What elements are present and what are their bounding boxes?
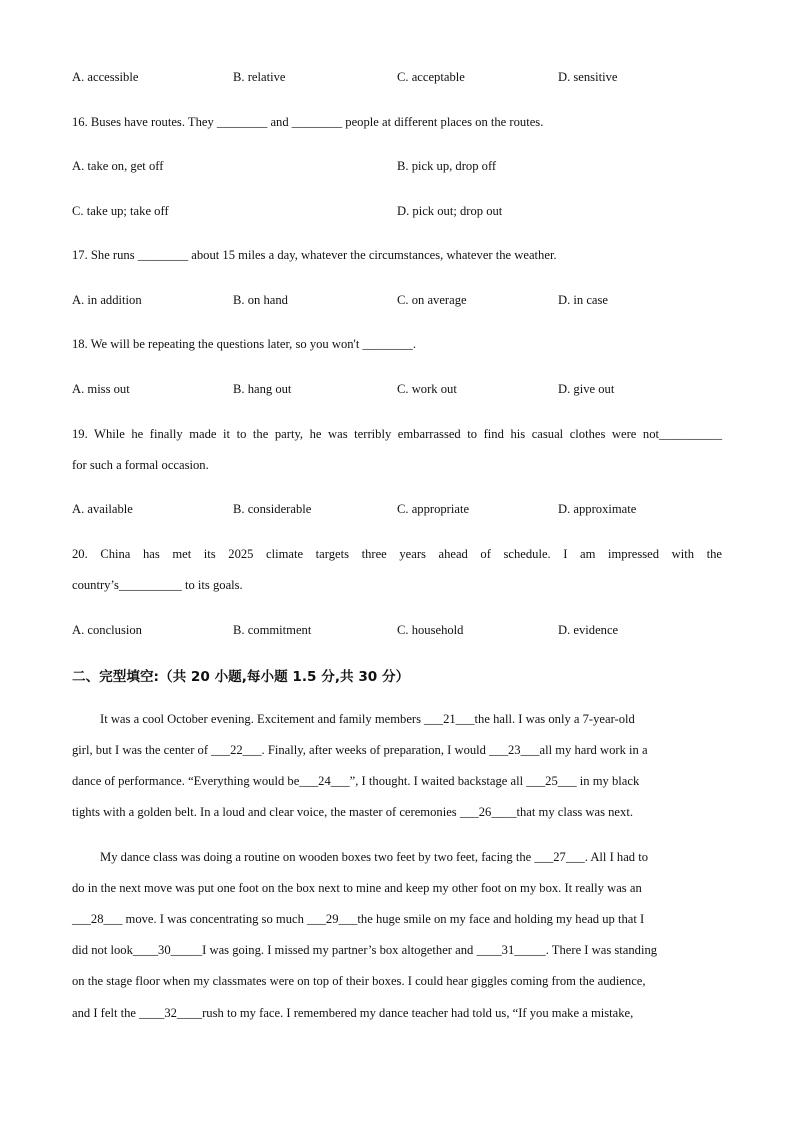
q19-option-a: A. available [72, 502, 133, 516]
q18-stem: 18. We will be repeating the questions later, so you won't ________. [72, 337, 416, 351]
q18-option-a: A. miss out [72, 382, 130, 396]
q17-option-d: D. in case [558, 293, 609, 307]
q15-option-d: D. sensitive [558, 70, 618, 84]
passage-p2-line2: do in the next move was put one foot on the box next to mine and keep my other foot on my box. It really was an [72, 881, 642, 895]
q15-option-b: B. relative [233, 70, 286, 84]
q20-stem-line1: 20. China has met its 2025 climate targets three years ahead of schedule. I am impressed with the [72, 547, 722, 561]
q20-stem-line2: country’s__________ to its goals. [72, 578, 243, 592]
passage-p2-line6: and I felt the ____32____rush to my face. I remembered my dance teacher had told us, “If you make a mistake, [72, 1006, 634, 1020]
q18-option-c: C. work out [397, 382, 457, 396]
q17-option-a: A. in addition [72, 293, 142, 307]
passage-p2-line5: on the stage floor when my classmates were on top of their boxes. I could hear giggles coming from the audience, [72, 974, 646, 988]
passage-p1-line4: tights with a golden belt. In a loud and clear voice, the master of ceremonies ___26____that my class was next. [72, 805, 633, 819]
q18-option-b: B. hang out [233, 382, 292, 396]
q19-option-b: B. considerable [233, 502, 312, 516]
q19-option-c: C. appropriate [397, 502, 470, 516]
q16-option-d: D. pick out; drop out [397, 204, 503, 218]
q20-option-a: A. conclusion [72, 623, 142, 637]
q17-option-b: B. on hand [233, 293, 288, 307]
q19-stem-line1: 19. While he finally made it to the party, he was terribly embarrassed to find his casual clothes were not__________ [72, 427, 722, 441]
q20-option-d: D. evidence [558, 623, 619, 637]
passage-p2-line3: ___28___ move. I was concentrating so much ___29___the huge smile on my face and holding my head up that I [72, 912, 645, 926]
passage-p1-line2: girl, but I was the center of ___22___. Finally, after weeks of preparation, I would ___23___all my hard work in a [72, 743, 648, 757]
q15-option-c: C. acceptable [397, 70, 465, 84]
passage-p2-line4: did not look____30_____I was going. I missed my partner’s box altogether and ____31_____. There I was standing [72, 943, 658, 957]
q20-option-c: C. household [397, 623, 464, 637]
q19-stem-line2: for such a formal occasion. [72, 458, 209, 472]
q16-option-b: B. pick up, drop off [397, 159, 497, 173]
q17-option-c: C. on average [397, 293, 467, 307]
passage-p1-line1: It was a cool October evening. Excitement and family members ___21___the hall. I was only a 7-year-old [100, 712, 635, 726]
q15-option-a: A. accessible [72, 70, 139, 84]
q16-option-c: C. take up; take off [72, 204, 169, 218]
q16-option-a: A. take on, get off [72, 159, 164, 173]
section-title-cloze: 二、完型填空:（共 20 小题,每小题 1.5 分,共 30 分） [72, 669, 410, 685]
q19-option-d: D. approximate [558, 502, 637, 516]
q16-stem: 16. Buses have routes. They ________ and ________ people at different places on the routes. [72, 115, 544, 129]
q18-option-d: D. give out [558, 382, 615, 396]
q17-stem: 17. She runs ________ about 15 miles a day, whatever the circumstances, whatever the weather. [72, 248, 557, 262]
passage-p2-line1: My dance class was doing a routine on wooden boxes two feet by two feet, facing the ___27___. All I had to [100, 850, 649, 864]
passage-p1-line3: dance of performance. “Everything would be___24___”, I thought. I waited backstage all ___25___ in my black [72, 774, 640, 788]
q20-option-b: B. commitment [233, 623, 312, 637]
